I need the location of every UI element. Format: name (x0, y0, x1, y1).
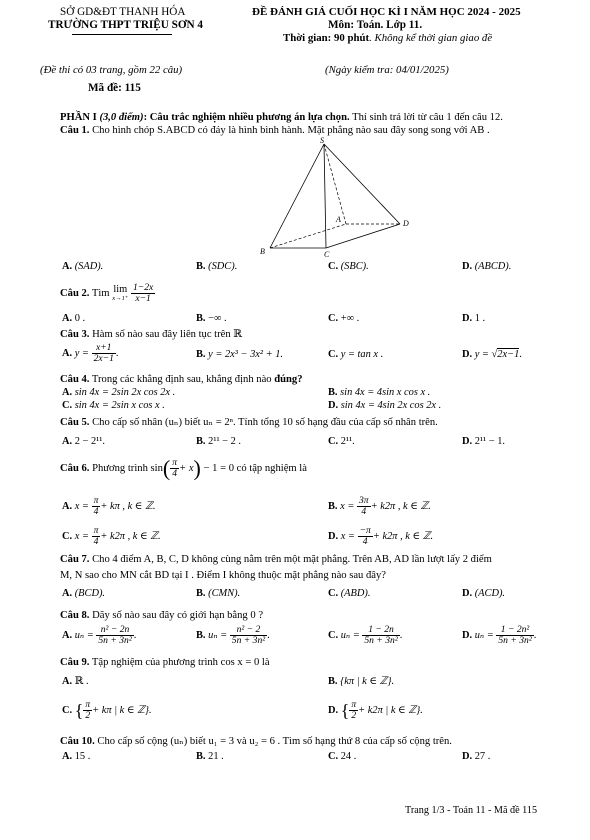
text-fragment: (SAD). (74, 261, 104, 272)
text-fragment: π (93, 495, 99, 506)
text-fragment: Thời gian: (283, 32, 332, 44)
text-fragment: (ACD). (474, 588, 506, 599)
text-fragment: x = (74, 500, 89, 512)
text-fragment: A. (62, 500, 73, 512)
text-fragment: 1 − 2n² (496, 625, 533, 636)
text-fragment: { (340, 700, 350, 721)
text-fragment: Phương trình sin (89, 462, 163, 474)
question-7-line1 (60, 553, 492, 566)
text-fragment: B. (196, 313, 206, 324)
text-fragment: − 1 = 0 có tập nghiệm là (200, 462, 307, 474)
text-fragment: . (399, 629, 403, 641)
q10-option-b[interactable] (196, 751, 224, 762)
q4-option-c[interactable] (62, 400, 165, 411)
q4-option-d[interactable] (328, 400, 441, 411)
text-fragment: C. (328, 313, 339, 324)
text-fragment: sin 4x = 2sin x cos x . (74, 400, 165, 411)
text-fragment: {kπ | k ∈ ℤ}. (340, 676, 395, 687)
q10-option-c[interactable] (328, 751, 356, 762)
text-fragment: 1−2x (132, 282, 154, 293)
question-7-line2: M, N sao cho MN cắt BD tại I . Điểm I không thuộc mặt phẳng nào sau đây? (60, 570, 386, 581)
q2-option-a[interactable] (62, 313, 85, 324)
text-fragment: Câu 1. (60, 125, 90, 136)
text-fragment: A. (62, 313, 73, 324)
q3-option-b[interactable] (196, 349, 283, 360)
text-fragment: + k2π , k ∈ ℤ. (372, 530, 434, 542)
text-fragment: Tìm (89, 287, 113, 299)
q3-option-a[interactable] (62, 343, 119, 364)
text-fragment: sin 4x = 2sin 2x cos 2x . (74, 387, 176, 398)
text-fragment: ℝ . (74, 676, 89, 687)
label-a: A (336, 215, 341, 224)
label-c: C (324, 250, 330, 258)
text-fragment: −π (359, 525, 371, 536)
text-fragment: B. (196, 588, 206, 599)
page-footer: Trang 1/3 - Toán 11 - Mã đề 115 (405, 805, 538, 816)
text-fragment: y = (74, 347, 89, 359)
text-fragment: C. (328, 349, 339, 360)
text-fragment: Câu 10. (60, 736, 95, 747)
text-fragment: B. (196, 349, 206, 360)
text-fragment: n² − 2 (230, 625, 267, 636)
q4-option-a[interactable] (62, 387, 175, 398)
text-fragment: Câu 4. (60, 374, 90, 385)
exam-title: ĐỀ ĐÁNH GIÁ CUỐI HỌC KÌ I NĂM HỌC 2024 - 2025 (252, 6, 521, 18)
text-fragment: A. (62, 751, 73, 762)
text-fragment: 5n + 3n² (98, 635, 132, 646)
text-fragment: C. (328, 751, 339, 762)
text-fragment: 4 (362, 536, 368, 547)
text-fragment: y = √ (474, 349, 498, 360)
text-fragment: (ABD). (340, 588, 371, 599)
text-fragment: B. (328, 676, 338, 687)
text-fragment: 2x−1 (497, 349, 520, 360)
exam-date: (Ngày kiểm tra: 04/01/2025) (325, 64, 449, 76)
text-fragment: D. (462, 629, 473, 641)
text-fragment: C. (328, 436, 339, 447)
text-fragment: D. (462, 588, 473, 599)
text-fragment: đúng (274, 374, 298, 385)
text-fragment: Cho hình chóp S.ABCD có đáy là hình bình hành. Mặt phẳng nào sau đây song song với AB . (89, 125, 490, 136)
text-fragment: sin 4x = 4sin x cos x . (340, 387, 431, 398)
text-fragment: Câu 6. (60, 462, 90, 474)
text-fragment: Cho 4 điểm A, B, C, D không cùng nằm trên một mặt phẳng. Trên AB, AD lần lượt lấy 2 điểm (89, 554, 492, 565)
q1-option-c[interactable] (328, 261, 369, 272)
text-fragment: Câu 9. (60, 657, 90, 668)
q5-option-a[interactable] (62, 436, 105, 447)
text-fragment: 2¹¹ − 2 . (208, 436, 242, 447)
question-5 (60, 416, 438, 429)
text-fragment: A. (62, 629, 73, 641)
text-fragment: D. (462, 349, 473, 360)
q5-option-d[interactable] (462, 436, 505, 447)
edge-cd (326, 224, 400, 248)
q9-option-a[interactable] (62, 675, 89, 687)
text-fragment: π (93, 525, 99, 536)
text-fragment: Thí sinh trả lời từ câu 1 đến câu 12. (349, 112, 503, 123)
q5-option-b[interactable] (196, 436, 241, 447)
text-fragment: 24 . (340, 751, 357, 762)
q6-option-c[interactable] (62, 526, 161, 547)
q2-option-c[interactable] (328, 313, 359, 324)
text-fragment: Câu 3. (60, 329, 90, 340)
text-fragment: 4 (93, 506, 99, 517)
edge-sc (324, 144, 326, 248)
text-fragment: Dãy số nào sau đây có giới hạn bằng 0 ? (89, 610, 264, 621)
text-fragment: D. (462, 261, 473, 272)
text-fragment: 2¹¹. (340, 436, 355, 447)
q8-option-b[interactable] (196, 625, 270, 646)
exam-subject: Môn: Toán. Lớp 11. (328, 19, 423, 31)
text-fragment: (SDC). (208, 261, 238, 272)
q9-option-d[interactable] (328, 700, 423, 721)
dept-name: SỞ GD&ĐT THANH HÓA (60, 6, 186, 18)
text-fragment: π (351, 699, 357, 710)
text-fragment: uₙ = (208, 629, 228, 641)
question-6: Câu 6. Phương trình sin( $\frac{\pi}{4}$ + x) − 1 = 0 có tập nghiệm là (60, 455, 307, 481)
text-fragment: Câu 7. (60, 554, 90, 565)
school-name: TRƯỜNG THPT TRIỆU SƠN 4 (48, 19, 204, 31)
q7-option-c[interactable] (328, 588, 370, 599)
text-fragment: C. (328, 588, 339, 599)
text-fragment: A. (62, 347, 73, 359)
text-fragment: B. (196, 436, 206, 447)
text-fragment: 27 . (474, 751, 491, 762)
text-fragment: 90 phút (331, 32, 370, 44)
text-fragment: 2 − 2¹¹. (74, 436, 105, 447)
text-fragment: 21 . (208, 751, 224, 762)
text-fragment: C. (62, 704, 73, 716)
text-fragment: + kπ | k ∈ ℤ}. (92, 704, 152, 716)
text-fragment: PHẦN I (60, 112, 97, 123)
text-fragment: + k2π , k ∈ ℤ. (370, 500, 431, 512)
text-fragment: 4 (93, 536, 99, 547)
text-fragment: 5n + 3n² (231, 635, 266, 646)
text-fragment: (BCD). (74, 588, 106, 599)
q6-option-a[interactable] (62, 496, 155, 517)
q4-option-b[interactable] (328, 387, 430, 398)
text-fragment: x = (340, 500, 355, 512)
q5-option-c[interactable] (328, 436, 355, 447)
text-fragment: D. (328, 704, 339, 716)
label-s: S (320, 136, 324, 145)
text-fragment: C. (328, 629, 339, 641)
text-fragment: B. (196, 261, 206, 272)
text-fragment: x = (74, 530, 89, 542)
q3-option-c[interactable] (328, 349, 383, 360)
text-fragment: x = (340, 530, 355, 542)
question-3 (60, 328, 242, 341)
question-8 (60, 609, 263, 622)
text-fragment: + x (179, 462, 194, 474)
text-fragment: x+1 (92, 343, 116, 354)
text-fragment: Cho cấp số cộng (uₙ) biết u₁ = 3 và u₂ = 6 . Tìm số hạng thứ 8 của cấp số cộng trên. (94, 736, 452, 747)
text-fragment: π (172, 457, 178, 468)
question-4 (60, 373, 303, 386)
text-fragment: n² − 2n (96, 625, 133, 636)
label-d: D (403, 219, 409, 228)
text-fragment: 2¹¹ − 1. (474, 436, 505, 447)
text-fragment: { (74, 700, 84, 721)
text-fragment: y = 2x³ − 3x² + 1. (208, 349, 284, 360)
text-fragment: D. (462, 313, 473, 324)
text-fragment: −∞ . (208, 313, 227, 324)
text-fragment: 0 . (74, 313, 86, 324)
text-fragment: D. (328, 530, 339, 542)
text-fragment: π (85, 699, 91, 710)
text-fragment: x→1⁺ (112, 294, 129, 302)
edge-sd (324, 144, 400, 224)
text-fragment: + k2π , k ∈ ℤ. (100, 530, 161, 542)
q1-option-b[interactable] (196, 261, 237, 272)
text-fragment: Câu 8. (60, 610, 90, 621)
q8-option-c[interactable] (328, 625, 402, 646)
edge-ba (270, 224, 346, 248)
text-fragment: C. (62, 530, 73, 542)
exam-code: Mã đề: 115 (88, 82, 141, 94)
text-fragment: uₙ = (340, 629, 360, 641)
text-fragment: B. (196, 751, 206, 762)
text-fragment: : Câu trắc nghiệm nhiều phương án lựa chọn. (143, 112, 350, 123)
q7-option-a[interactable] (62, 588, 105, 599)
text-fragment: Trong các khẳng định sau, khẳng định nào (89, 374, 275, 385)
text-fragment: ? (297, 374, 303, 385)
text-fragment: Câu 5. (60, 417, 90, 428)
text-fragment: 15 . (74, 751, 91, 762)
text-fragment: 2 (351, 710, 357, 721)
q8-option-a[interactable] (62, 625, 136, 646)
pyramid-figure (250, 136, 420, 258)
q7-option-b[interactable] (196, 588, 240, 599)
text-fragment: (ABCD). (474, 261, 512, 272)
text-fragment: (3,0 điểm) (96, 112, 144, 123)
text-fragment: A. (62, 261, 73, 272)
text-fragment: B. (328, 387, 338, 398)
text-fragment: 5n + 3n² (498, 635, 532, 646)
text-fragment: y = tan x . (340, 349, 384, 360)
text-fragment: (SBC). (340, 261, 369, 272)
text-fragment: . (533, 629, 537, 641)
text-fragment: . (267, 629, 270, 641)
text-fragment: +∞ . (340, 313, 360, 324)
text-fragment: A. (62, 387, 73, 398)
text-fragment: lim (113, 283, 128, 295)
text-fragment: (CMN). (208, 588, 241, 599)
text-fragment: C. (62, 400, 73, 411)
edge-sb (270, 144, 324, 248)
q1-option-a[interactable] (62, 261, 103, 272)
q9-option-b[interactable] (328, 675, 394, 687)
text-fragment: D. (462, 751, 473, 762)
text-fragment: A. (62, 588, 73, 599)
text-fragment: A. (62, 436, 73, 447)
text-fragment: 5n + 3n² (364, 635, 398, 646)
pages-note: (Đề thi có 03 trang, gồm 22 câu) (40, 64, 183, 76)
header-underline (72, 34, 172, 35)
text-fragment: B. (196, 629, 206, 641)
label-b: B (260, 247, 265, 256)
exam-time (283, 32, 492, 44)
text-fragment: . (115, 347, 119, 359)
text-fragment: B. (328, 500, 338, 512)
text-fragment: uₙ = (74, 629, 94, 641)
text-fragment: . (519, 349, 522, 360)
part1-heading (60, 111, 503, 124)
q6-option-d[interactable] (328, 526, 433, 547)
text-fragment: 1 . (474, 313, 486, 324)
text-fragment: . (133, 629, 137, 641)
q10-option-d[interactable] (462, 751, 490, 762)
text-fragment: Cho cấp số nhân (uₙ) biết uₙ = 2ⁿ. Tính tổng 10 số hạng đầu của cấp số nhân trên. (89, 417, 438, 428)
q3-option-d[interactable] (462, 349, 522, 360)
text-fragment: 2x−1 (93, 353, 114, 364)
text-fragment: uₙ = (474, 629, 494, 641)
text-fragment: 4 (172, 468, 178, 479)
q1-option-d[interactable] (462, 261, 511, 272)
text-fragment: Câu 2. (60, 287, 90, 299)
text-fragment: C. (328, 261, 339, 272)
text-fragment: A. (62, 676, 73, 687)
q8-option-d[interactable] (462, 625, 536, 646)
text-fragment: D. (328, 400, 339, 411)
question-9 (60, 656, 270, 669)
question-2 (60, 283, 155, 304)
text-fragment: 1 − 2n (362, 625, 399, 636)
q2-option-b[interactable] (196, 313, 227, 324)
text-fragment: sin 4x = 4sin 2x cos 2x . (340, 400, 442, 411)
q2-option-d[interactable] (462, 313, 485, 324)
text-fragment: . Không kể thời gian giao đề (369, 32, 493, 44)
q7-option-d[interactable] (462, 588, 505, 599)
q9-option-c[interactable] (62, 700, 152, 721)
text-fragment: 4 (361, 506, 367, 517)
text-fragment: + kπ , k ∈ ℤ. (100, 500, 156, 512)
text-fragment: Hàm số nào sau đây liên tục trên ℝ (89, 329, 243, 340)
question-10 (60, 735, 452, 748)
text-fragment: 3π (358, 495, 369, 506)
text-fragment: D. (462, 436, 473, 447)
q6-option-b[interactable] (328, 496, 431, 517)
text-fragment: Tập nghiệm của phương trình cos x = 0 là (89, 657, 270, 668)
text-fragment: x−1 (135, 293, 151, 304)
text-fragment: 2 (85, 710, 91, 721)
q10-option-a[interactable] (62, 751, 90, 762)
text-fragment: + k2π | k ∈ ℤ}. (358, 704, 423, 716)
